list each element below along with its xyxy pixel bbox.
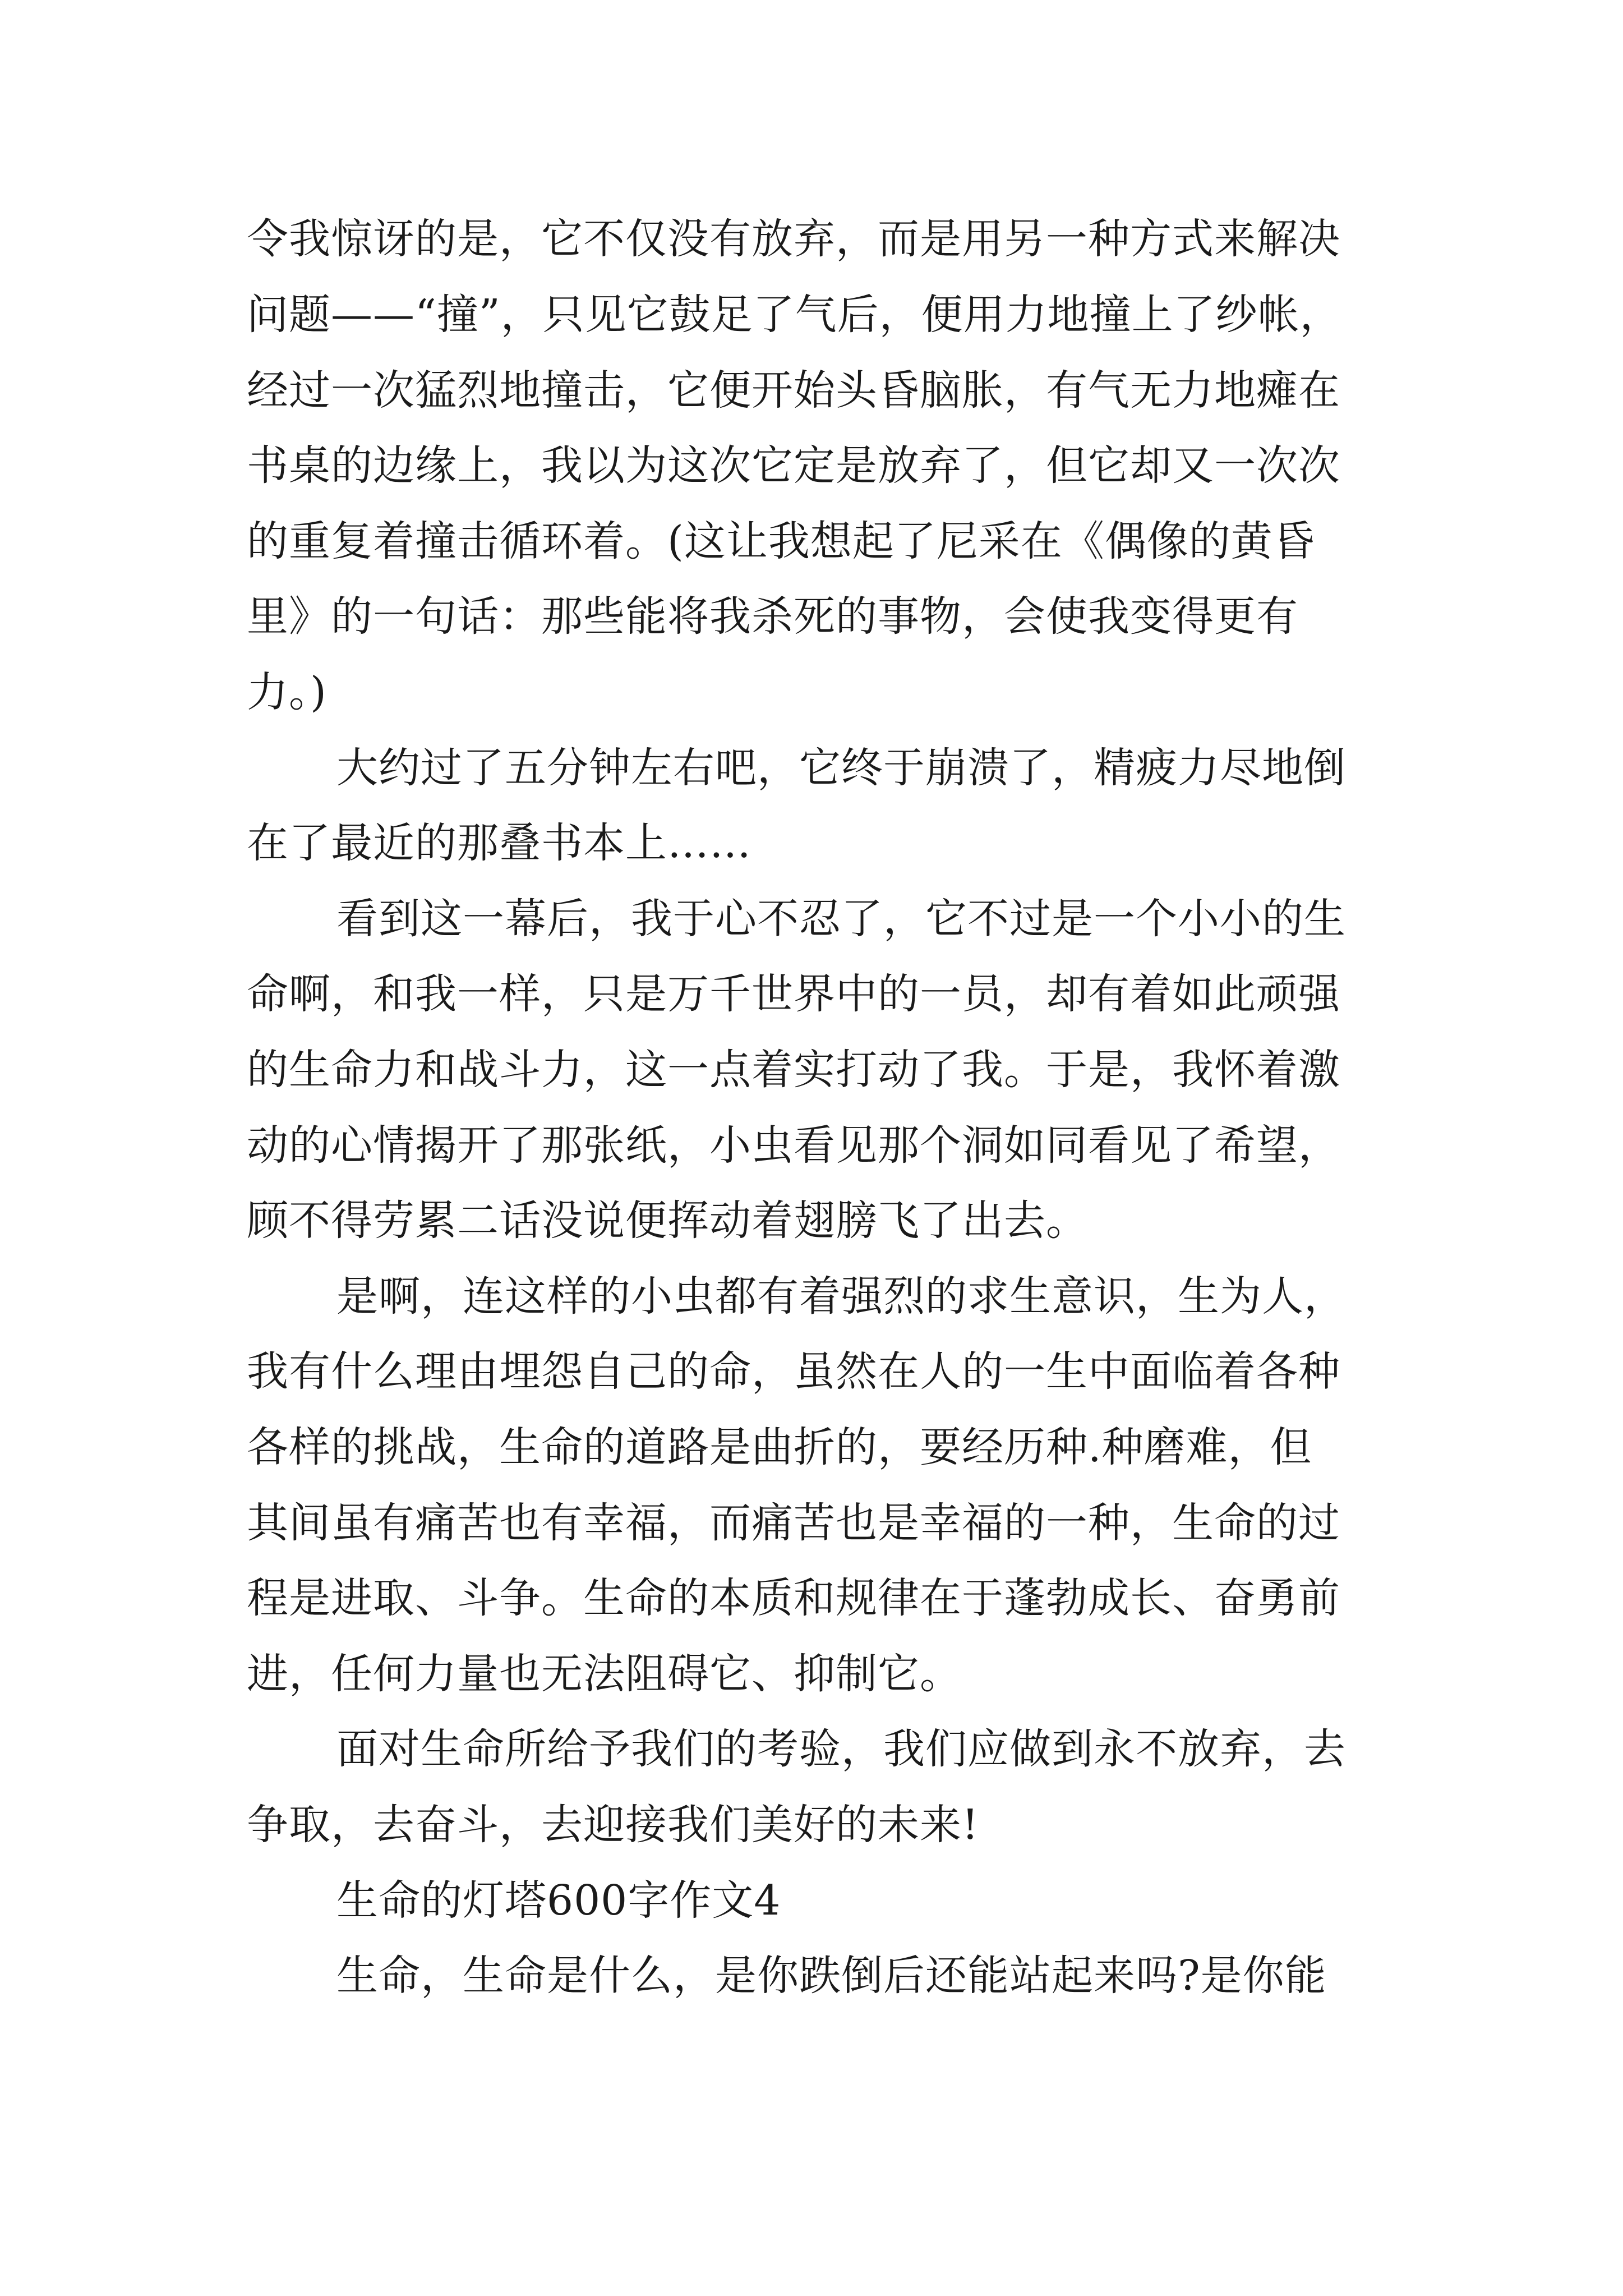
text-line: 经过一次猛烈地撞击，它便开始头昏脑胀，有气无力地瘫在	[247, 366, 1340, 415]
text-line: 大约过了五分钟左右吧，它终于崩溃了，精疲力尽地倒	[336, 744, 1346, 792]
section-heading: 生命的灯塔600字作文4	[336, 1876, 781, 1925]
text-line: 在了最近的那叠书本上……	[247, 819, 751, 867]
text-line: 书桌的边缘上，我以为这次它定是放弃了，但它却又一次次	[247, 441, 1340, 490]
text-line: 面对生命所给予我们的考验，我们应做到永不放弃，去	[336, 1725, 1346, 1773]
text-line: 里》的一句话：那些能将我杀死的事物，会使我变得更有	[247, 592, 1298, 641]
text-line: 的生命力和战斗力，这一点着实打动了我。于是，我怀着激	[247, 1046, 1340, 1094]
text-line: 命啊，和我一样，只是万千世界中的一员，却有着如此顽强	[247, 970, 1340, 1018]
text-line: 各样的挑战，生命的道路是曲折的，要经历种.种磨难，但	[247, 1423, 1312, 1471]
text-line: 令我惊讶的是，它不仅没有放弃，而是用另一种方式来解决	[247, 215, 1340, 263]
text-line: 争取，去奋斗，去迎接我们美好的未来!	[247, 1801, 979, 1849]
text-line: 程是进取、斗争。生命的本质和规律在于蓬勃成长、奋勇前	[247, 1574, 1340, 1622]
text-line: 看到这一幕后，我于心不忍了，它不过是一个小小的生	[336, 895, 1346, 943]
text-line: 顾不得劳累二话没说便挥动着翅膀飞了出去。	[247, 1197, 1088, 1245]
text-line: 动的心情揭开了那张纸，小虫看见那个洞如同看见了希望，	[247, 1121, 1340, 1170]
text-line: 力。)	[247, 668, 327, 716]
text-line: 的重复着撞击循环着。(这让我想起了尼采在《偶像的黄昏	[247, 517, 1315, 565]
text-line: 是啊，连这样的小虫都有着强烈的求生意识，生为人，	[336, 1272, 1346, 1320]
text-line: 生命，生命是什么，是你跌倒后还能站起来吗?是你能	[336, 1952, 1327, 2000]
text-line: 我有什么理由埋怨自己的命，虽然在人的一生中面临着各种	[247, 1347, 1340, 1396]
text-line: 进，任何力量也无法阻碍它、抑制它。	[247, 1650, 962, 1698]
text-line: 其间虽有痛苦也有幸福，而痛苦也是幸福的一种，生命的过	[247, 1499, 1340, 1547]
text-line: 问题——“撞”，只见它鼓足了气后，便用力地撞上了纱帐，	[247, 291, 1342, 339]
